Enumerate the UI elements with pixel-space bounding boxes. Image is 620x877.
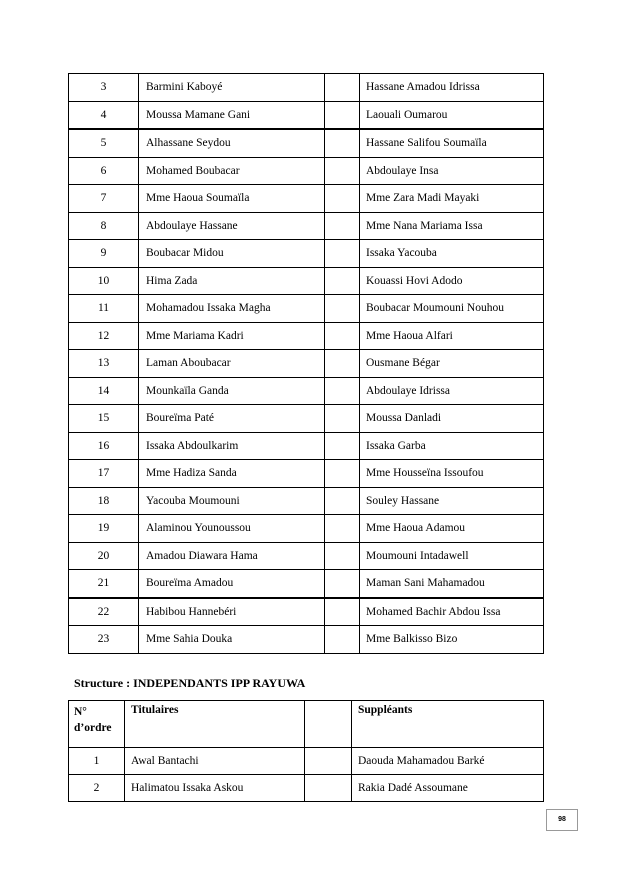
- order-number-cell: 23: [69, 626, 139, 654]
- table-row: [69, 460, 544, 488]
- empty-cell: [325, 598, 360, 626]
- titulaire-cell: Boureïma Paté: [139, 405, 325, 433]
- empty-cell: [305, 748, 352, 775]
- suppleant-cell: Mme Nana Mariama Issa: [360, 212, 544, 240]
- order-number-cell: 11: [69, 295, 139, 323]
- suppleant-cell: Abdoulaye Idrissa: [360, 377, 544, 405]
- suppleant-cell: Issaka Garba: [360, 432, 544, 460]
- order-number-cell: 3: [69, 74, 139, 102]
- table-row: [69, 432, 544, 460]
- table-row: [69, 267, 544, 295]
- table-row: [69, 295, 544, 323]
- suppleant-cell: Moumouni Intadawell: [360, 542, 544, 570]
- header-titulaires: Titulaires: [125, 701, 305, 748]
- structure-heading: Structure : INDEPENDANTS IPP RAYUWA: [74, 676, 306, 690]
- order-number-cell: 9: [69, 240, 139, 268]
- suppleant-cell: Boubacar Moumouni Nouhou: [360, 295, 544, 323]
- page-number: 98: [546, 809, 578, 831]
- table-row: [69, 322, 544, 350]
- members-table-body: [69, 74, 544, 654]
- suppleant-cell: Ousmane Bégar: [360, 350, 544, 378]
- header-ordre-label: d’ordre: [74, 722, 112, 734]
- table-row: [69, 405, 544, 433]
- empty-cell: [325, 185, 360, 213]
- suppleant-cell: Laouali Oumarou: [360, 101, 544, 129]
- header-suppleants: Suppléants: [352, 701, 544, 748]
- table-row: [69, 101, 544, 129]
- titulaire-cell: Mme Haoua Soumaïla: [139, 185, 325, 213]
- table-row: [69, 748, 544, 775]
- suppleant-cell: Rakia Dadé Assoumane: [352, 775, 544, 802]
- empty-cell: [325, 570, 360, 598]
- suppleant-cell: Hassane Salifou Soumaïla: [360, 129, 544, 157]
- empty-cell: [325, 212, 360, 240]
- empty-cell: [325, 487, 360, 515]
- empty-cell: [325, 515, 360, 543]
- empty-cell: [325, 350, 360, 378]
- table-row: [69, 129, 544, 157]
- header-num-label: N°: [74, 706, 87, 718]
- titulaire-cell: Moussa Mamane Gani: [139, 101, 325, 129]
- empty-cell: [325, 129, 360, 157]
- titulaire-cell: Mme Sahia Douka: [139, 626, 325, 654]
- members-table: [68, 73, 544, 654]
- table-row: [69, 240, 544, 268]
- empty-cell: [325, 101, 360, 129]
- order-number-cell: 4: [69, 101, 139, 129]
- titulaire-cell: Barmini Kaboyé: [139, 74, 325, 102]
- suppleant-cell: Mme Balkisso Bizo: [360, 626, 544, 654]
- empty-cell: [325, 626, 360, 654]
- titulaire-cell: Laman Aboubacar: [139, 350, 325, 378]
- order-number-cell: 1: [69, 748, 125, 775]
- titulaire-cell: Yacouba Moumouni: [139, 487, 325, 515]
- suppleant-cell: Kouassi Hovi Adodo: [360, 267, 544, 295]
- order-number-cell: 16: [69, 432, 139, 460]
- empty-cell: [325, 74, 360, 102]
- table-row: [69, 626, 544, 654]
- header-num-ordre: [69, 701, 125, 748]
- suppleant-cell: Mme Haoua Alfari: [360, 322, 544, 350]
- empty-cell: [325, 405, 360, 433]
- table-row: [69, 185, 544, 213]
- suppleant-cell: Mohamed Bachir Abdou Issa: [360, 598, 544, 626]
- table-row: [69, 487, 544, 515]
- order-number-cell: 10: [69, 267, 139, 295]
- table-row: [69, 570, 544, 598]
- suppleant-cell: Issaka Yacouba: [360, 240, 544, 268]
- order-number-cell: 7: [69, 185, 139, 213]
- titulaire-cell: Alhassane Seydou: [139, 129, 325, 157]
- table-row: [69, 74, 544, 102]
- order-number-cell: 17: [69, 460, 139, 488]
- suppleant-cell: Daouda Mahamadou Barké: [352, 748, 544, 775]
- titulaire-cell: Mme Hadiza Sanda: [139, 460, 325, 488]
- order-number-cell: 15: [69, 405, 139, 433]
- table-row: [69, 212, 544, 240]
- table-row: [69, 157, 544, 185]
- order-number-cell: 8: [69, 212, 139, 240]
- suppleant-cell: Mme Haoua Adamou: [360, 515, 544, 543]
- table-row: [69, 775, 544, 802]
- titulaire-cell: Mohamadou Issaka Magha: [139, 295, 325, 323]
- suppleant-cell: Souley Hassane: [360, 487, 544, 515]
- independants-table: [68, 700, 544, 802]
- order-number-cell: 19: [69, 515, 139, 543]
- table-row: [69, 350, 544, 378]
- empty-cell: [325, 157, 360, 185]
- empty-cell: [325, 542, 360, 570]
- empty-cell: [325, 322, 360, 350]
- order-number-cell: 21: [69, 570, 139, 598]
- empty-cell: [325, 377, 360, 405]
- suppleant-cell: Hassane Amadou Idrissa: [360, 74, 544, 102]
- suppleant-cell: Mme Housseïna Issoufou: [360, 460, 544, 488]
- suppleant-cell: Mme Zara Madi Mayaki: [360, 185, 544, 213]
- order-number-cell: 14: [69, 377, 139, 405]
- titulaire-cell: Mohamed Boubacar: [139, 157, 325, 185]
- table-header-row: [69, 701, 544, 748]
- order-number-cell: 12: [69, 322, 139, 350]
- titulaire-cell: Abdoulaye Hassane: [139, 212, 325, 240]
- titulaire-cell: Issaka Abdoulkarim: [139, 432, 325, 460]
- titulaire-cell: Boubacar Midou: [139, 240, 325, 268]
- table-row: [69, 598, 544, 626]
- order-number-cell: 22: [69, 598, 139, 626]
- titulaire-cell: Alaminou Younoussou: [139, 515, 325, 543]
- order-number-cell: 13: [69, 350, 139, 378]
- order-number-cell: 18: [69, 487, 139, 515]
- empty-cell: [325, 460, 360, 488]
- empty-cell: [325, 240, 360, 268]
- titulaire-cell: Amadou Diawara Hama: [139, 542, 325, 570]
- suppleant-cell: Moussa Danladi: [360, 405, 544, 433]
- empty-cell: [325, 432, 360, 460]
- titulaire-cell: Awal Bantachi: [125, 748, 305, 775]
- order-number-cell: 20: [69, 542, 139, 570]
- order-number-cell: 2: [69, 775, 125, 802]
- header-empty: [305, 701, 352, 748]
- titulaire-cell: Mme Mariama Kadri: [139, 322, 325, 350]
- titulaire-cell: Hima Zada: [139, 267, 325, 295]
- titulaire-cell: Halimatou Issaka Askou: [125, 775, 305, 802]
- titulaire-cell: Mounkaïla Ganda: [139, 377, 325, 405]
- suppleant-cell: Maman Sani Mahamadou: [360, 570, 544, 598]
- suppleant-cell: Abdoulaye Insa: [360, 157, 544, 185]
- table-row: [69, 377, 544, 405]
- table-row: [69, 542, 544, 570]
- titulaire-cell: Boureïma Amadou: [139, 570, 325, 598]
- titulaire-cell: Habibou Hannebéri: [139, 598, 325, 626]
- table-row: [69, 515, 544, 543]
- empty-cell: [325, 295, 360, 323]
- order-number-cell: 5: [69, 129, 139, 157]
- empty-cell: [325, 267, 360, 295]
- empty-cell: [305, 775, 352, 802]
- order-number-cell: 6: [69, 157, 139, 185]
